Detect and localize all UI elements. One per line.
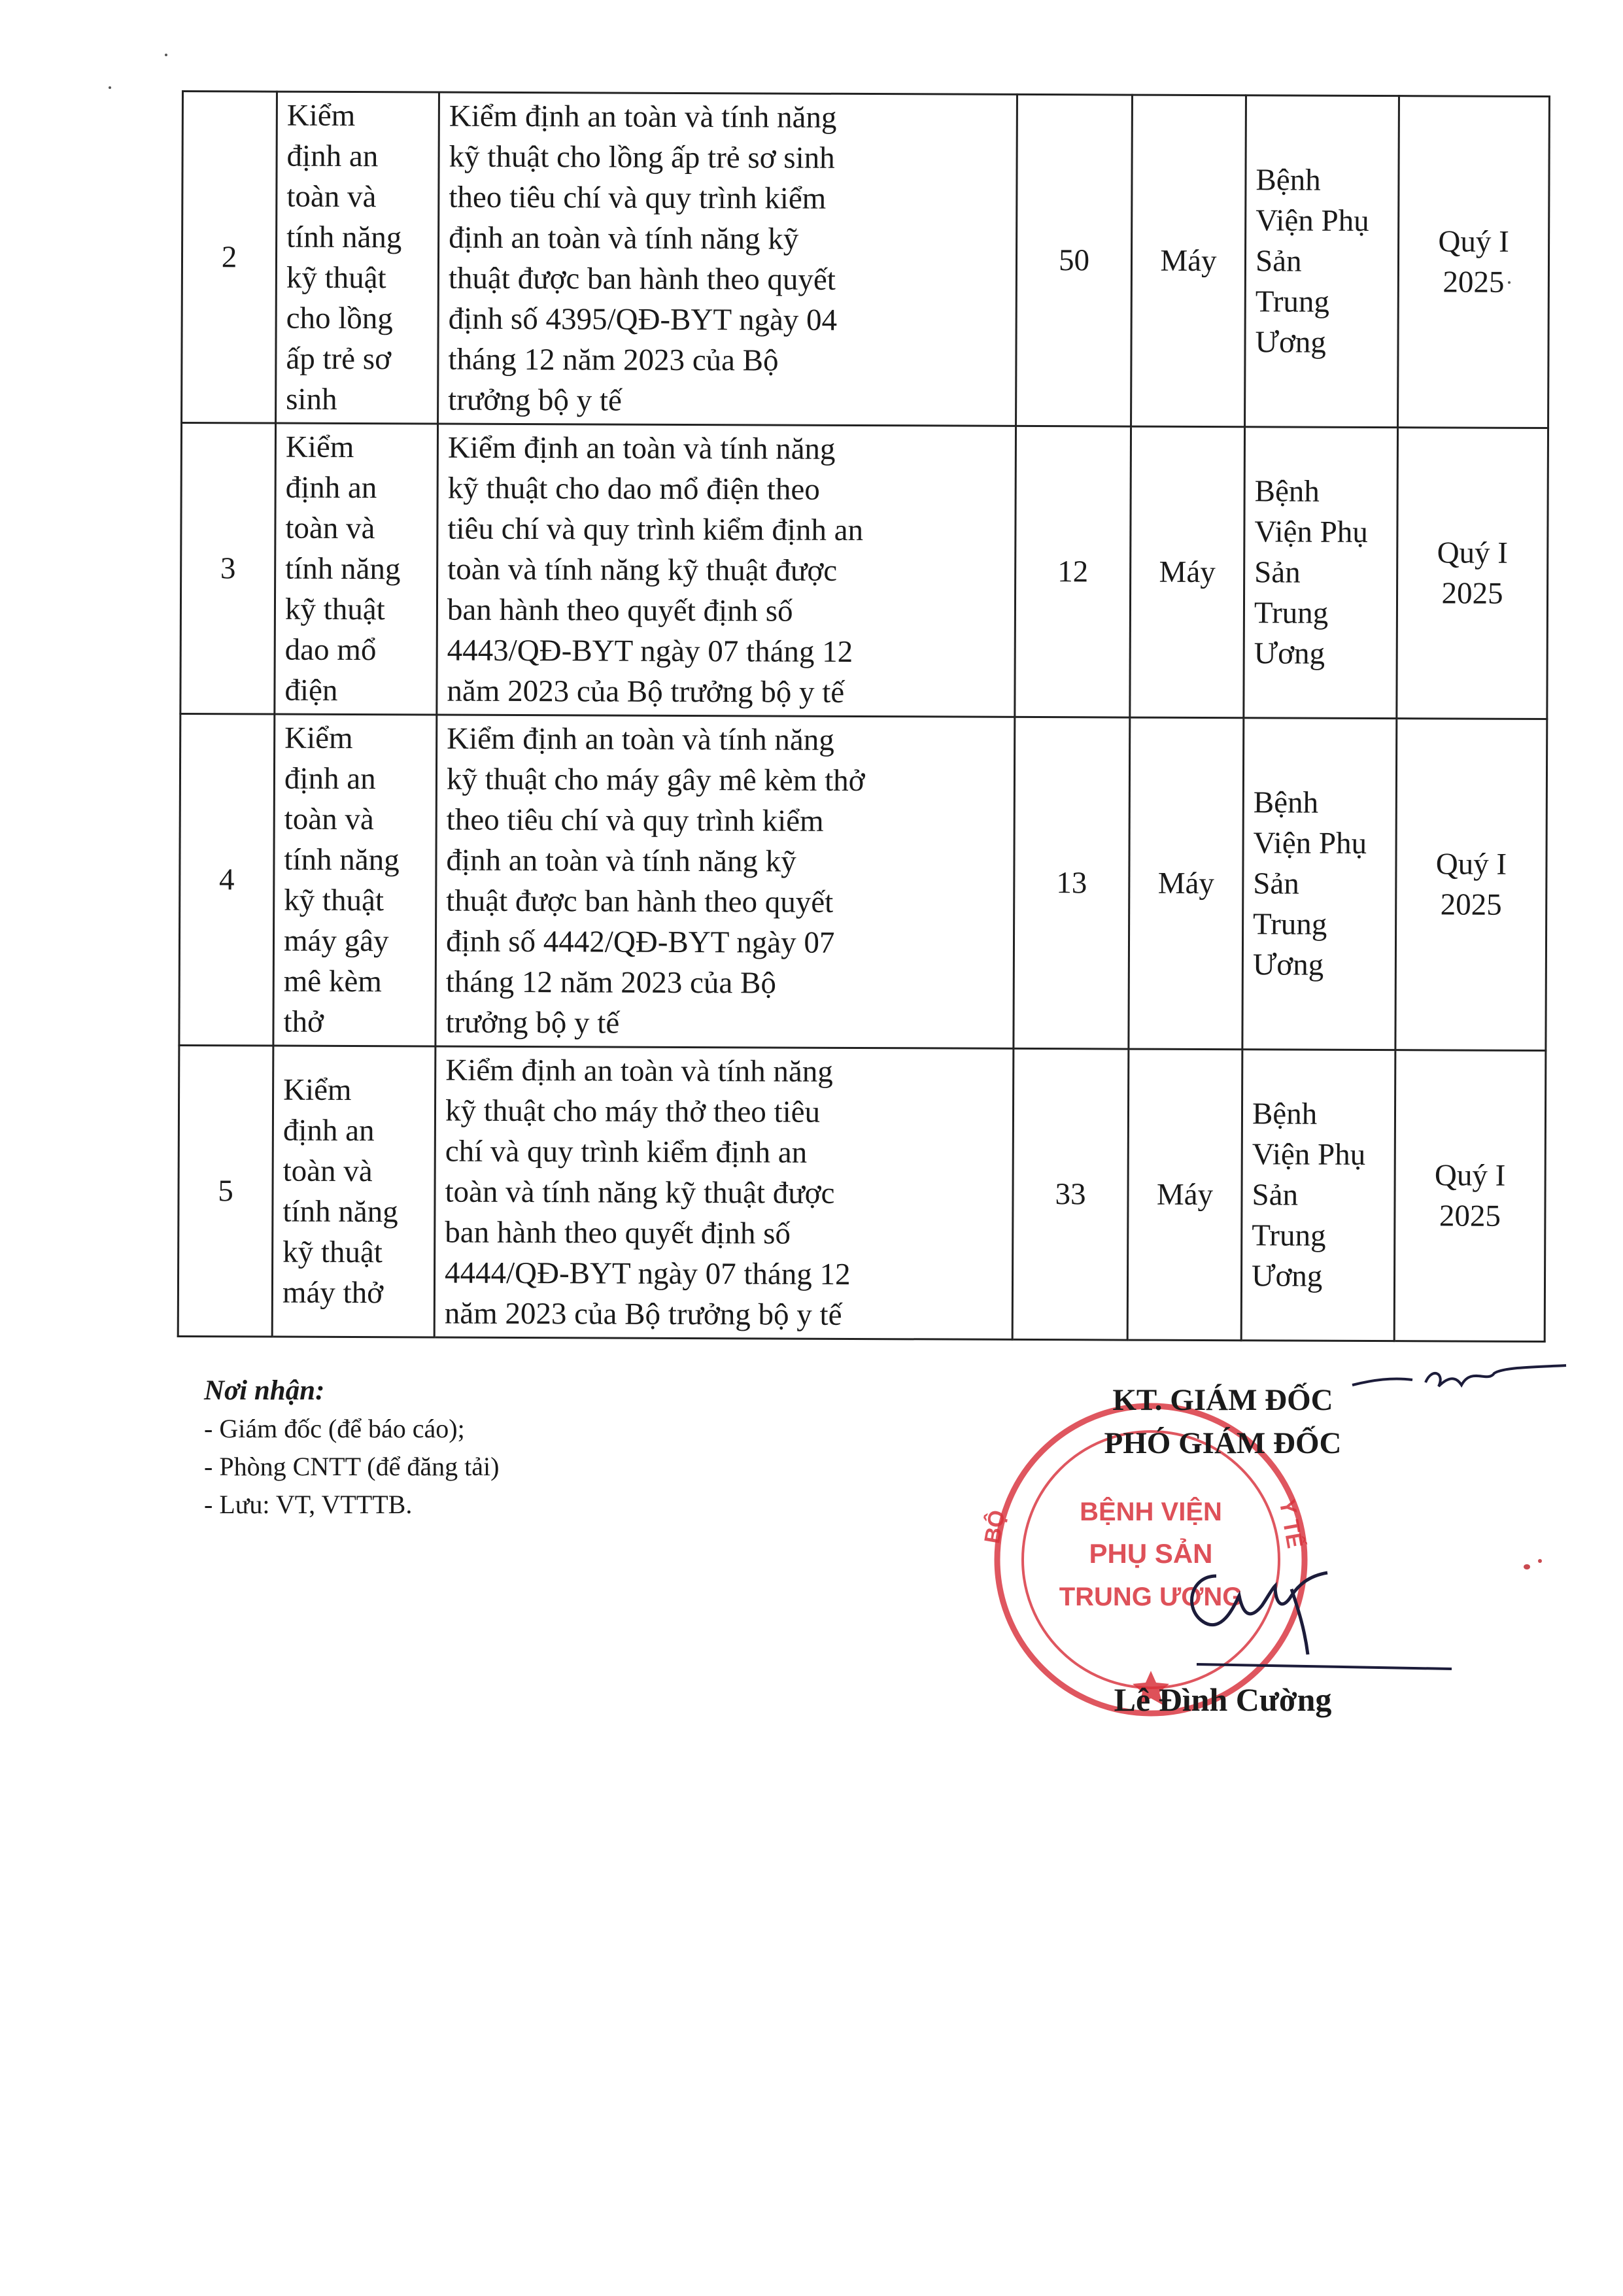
task-name: Kiểm định an toàn và tính năng kỹ thuật máy gây mê kèm thở [283, 721, 400, 1039]
row-number: 5 [218, 1174, 233, 1208]
recipients-block [204, 1372, 499, 1524]
time-cell [1397, 428, 1548, 719]
quantity-cell [1012, 1048, 1129, 1340]
location-cell [1245, 95, 1399, 428]
scan-speck [1508, 281, 1511, 284]
quantity: 33 [1055, 1177, 1086, 1212]
task-name: Kiểm định an toàn và tính năng kỹ thuật cho lồng ấp trẻ sơ sinh [286, 98, 402, 417]
row-number-cell [179, 713, 275, 1046]
time-cell [1395, 719, 1547, 1051]
equipment-inspection-table [177, 90, 1550, 1343]
location: Bệnh Viện Phụ Sản Trung Ương [1252, 785, 1367, 982]
time: Quý I 2025 [1438, 224, 1509, 300]
signer-name: Lê Đình Cường [1114, 1681, 1332, 1718]
task-name-cell [276, 92, 439, 424]
quantity-cell [1014, 717, 1130, 1049]
task-description: Kiểm định an toàn và tính năng kỹ thuật cho lồng ấp trẻ sơ sinh theo tiêu chí và quy trình kiểm định an toàn và tính năng kỹ thuật được ban hành theo quyết định số 4395/QĐ-BYT ngày 04 tháng 12 năm 2023 của Bộ trưởng bộ y tế [448, 99, 838, 418]
time: Quý I 2025 [1434, 1158, 1506, 1233]
unit: Máy [1159, 555, 1216, 590]
table-row [179, 713, 1547, 1050]
table-row [180, 423, 1548, 719]
row-number-cell [182, 92, 277, 424]
location: Bệnh Viện Phụ Sản Trung Ương [1251, 1097, 1366, 1294]
scan-speck [1524, 1564, 1530, 1569]
time: Quý I 2025 [1435, 847, 1507, 922]
seal-line-1: BỆNH VIỆN [1080, 1498, 1222, 1526]
scan-speck [109, 86, 111, 89]
task-description: Kiểm định an toàn và tính năng kỹ thuật cho máy gây mê kèm thở theo tiêu chí và quy trình kiểm định an toàn và tính năng kỹ thuật được ban hành theo quyết định số 4442/QĐ-BYT ngày 07 tháng 12 năm 2023 của Bộ trưởng bộ y tế [445, 721, 865, 1040]
seal-line-2: PHỤ SẢN [1089, 1538, 1213, 1569]
unit: Máy [1156, 1177, 1214, 1212]
initials-mark [1347, 1354, 1569, 1406]
row-number-cell [178, 1045, 273, 1337]
recipient-item: - Phòng CNTT (để đăng tải) [204, 1452, 500, 1481]
task-description: Kiểm định an toàn và tính năng kỹ thuật cho dao mổ điện theo tiêu chí và quy trình kiểm định an toàn và tính năng kỹ thuật được ban hành theo quyết định số 4443/QĐ-BYT ngày 07 tháng 12 năm 2023 của Bộ trưởng bộ y tế [447, 430, 864, 710]
task-description-cell [434, 1046, 1014, 1339]
handwritten-signature [1177, 1550, 1543, 1681]
signer-title-line-2: PHÓ GIÁM ĐỐC [1104, 1426, 1342, 1460]
recipient-item: - Giám đốc (để báo cáo); [204, 1414, 465, 1443]
location-cell [1242, 718, 1397, 1050]
location: Bệnh Viện Phụ Sản Trung Ương [1255, 163, 1369, 360]
scan-speck [1538, 1559, 1542, 1563]
seal-right-text: Y TẾ [1274, 1498, 1308, 1551]
task-description: Kiểm định an toàn và tính năng kỹ thuật cho máy thở theo tiêu chí và quy trình kiểm định an toàn và tính năng kỹ thuật được ban hành theo quyết định số 4444/QĐ-BYT ngày 07 tháng 12 năm 2023 của Bộ trưởng bộ y tế [444, 1053, 851, 1332]
location-cell [1244, 427, 1398, 719]
task-description-cell [436, 715, 1015, 1048]
row-number-cell [180, 423, 276, 715]
task-name: Kiểm định an toàn và tính năng kỹ thuật máy thở [282, 1072, 398, 1311]
quantity-cell [1016, 94, 1133, 426]
task-name-cell [273, 714, 437, 1046]
unit: Máy [1160, 243, 1217, 279]
unit-cell [1131, 95, 1246, 427]
unit-cell [1127, 1049, 1242, 1341]
time-cell [1394, 1050, 1546, 1342]
recipients-heading: Nơi nhận: [204, 1375, 325, 1406]
scan-speck [165, 54, 167, 56]
time-cell [1398, 96, 1550, 428]
quantity-cell [1015, 426, 1131, 717]
unit: Máy [1157, 866, 1215, 901]
task-name-cell [272, 1046, 436, 1337]
task-description-cell [438, 92, 1017, 426]
task-name-cell [275, 423, 438, 715]
row-number: 4 [219, 863, 235, 897]
recipient-item: - Lưu: VT, VTTTB. [204, 1490, 413, 1519]
time: Quý I 2025 [1437, 536, 1509, 611]
quantity: 12 [1057, 555, 1089, 589]
table-row [178, 1045, 1546, 1341]
signer-title-line-1: KT. GIÁM ĐỐC [1112, 1383, 1333, 1417]
row-number: 3 [220, 551, 236, 586]
table-row [182, 92, 1550, 428]
location-cell [1241, 1050, 1395, 1341]
unit-cell [1129, 717, 1244, 1050]
quantity: 13 [1056, 866, 1087, 900]
seal-line-3: TRUNG ƯƠNG [1059, 1583, 1243, 1611]
seal-left-text: BỘ [980, 1508, 1010, 1546]
location: Bệnh Viện Phụ Sản Trung Ương [1254, 474, 1368, 671]
quantity: 50 [1058, 243, 1090, 278]
task-name: Kiểm định an toàn và tính năng kỹ thuật dao mổ điện [284, 430, 401, 708]
task-description-cell [437, 424, 1016, 717]
row-number: 2 [221, 240, 237, 275]
unit-cell [1130, 426, 1245, 718]
